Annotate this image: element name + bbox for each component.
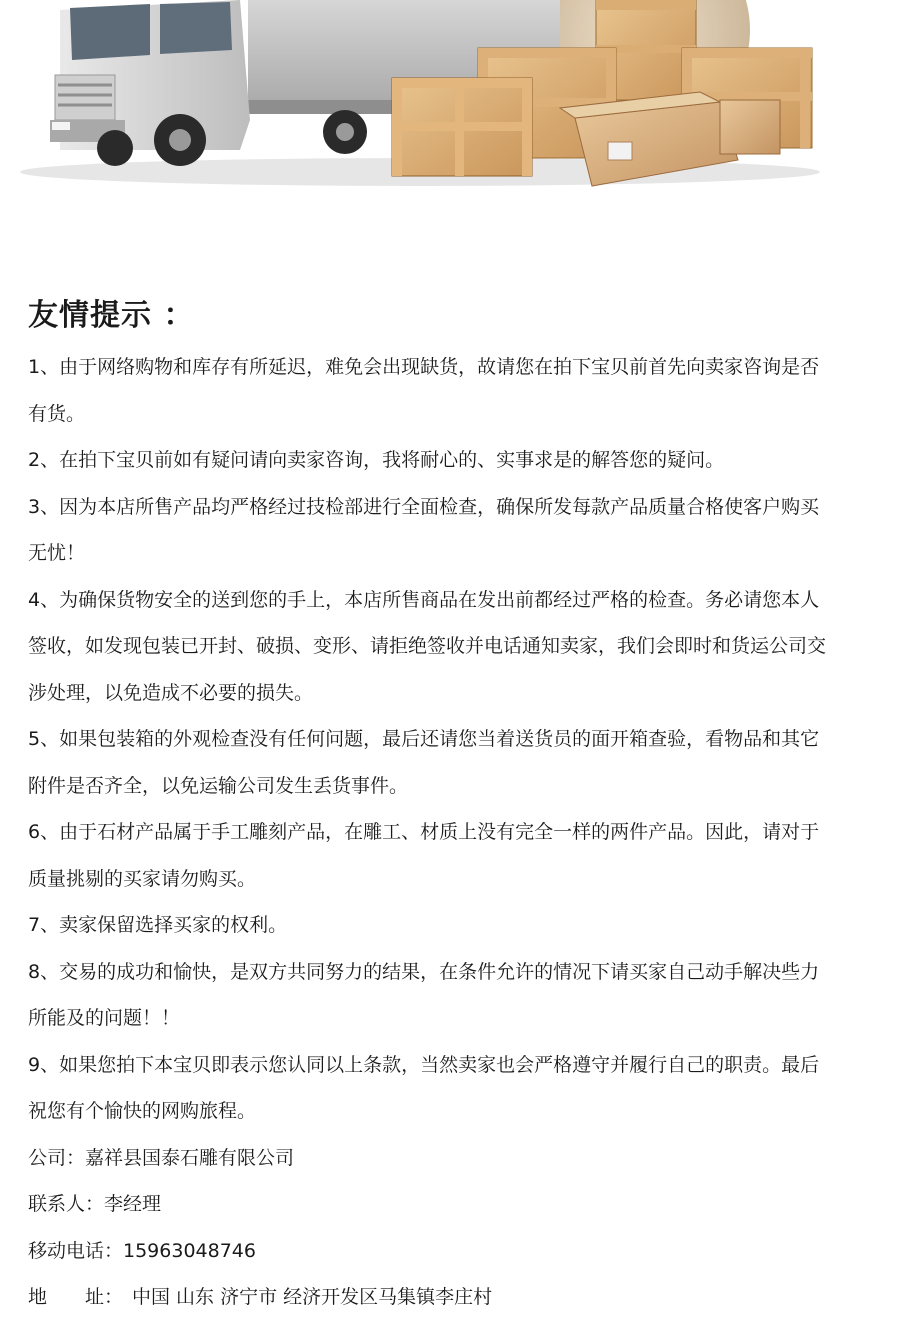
notice-title: 友情提示 ： — [28, 298, 195, 333]
address-line — [28, 1274, 828, 1321]
notice-item-3: 3、因为本店所售产品均严格经过技检部进行全面检查，确保所发每款产品质量合格使客户购买无忧！ — [28, 495, 820, 564]
contact-info — [28, 1135, 828, 1321]
notice-item-1: 1、由于网络购物和库存有所延迟，难免会出现缺货，故请您在拍下宝贝前首先向卖家咨询是否有货。 — [28, 356, 820, 425]
notice-item-9: 9、如果您拍下本宝贝即表示您认同以上条款，当然卖家也会严格遵守并履行自己的职责。最后祝您有个愉快的网购旅程。 — [28, 1053, 820, 1122]
notice-item-5: 5、如果包装箱的外观检查没有任何问题，最后还请您当着送货员的面开箱查验，看物品和其它附件是否齐全，以免运输公司发生丢货事件。 — [28, 728, 820, 797]
address-label: 地 址： — [28, 1286, 124, 1308]
notice-item-7: 7、卖家保留选择买家的权利。 — [28, 914, 288, 936]
phone-line: 移动电话：15963048746 — [28, 1239, 256, 1262]
address-value: 中国 山东 济宁市 经济开发区马集镇李庄村 — [132, 1286, 493, 1308]
hero-banner — [0, 0, 900, 240]
company-line: 公司：嘉祥县国泰石雕有限公司 — [28, 1146, 295, 1169]
contact-person-line: 联系人：李经理 — [28, 1193, 162, 1215]
notice-item-6: 6、由于石材产品属于手工雕刻产品，在雕工、材质上没有完全一样的两件产品。因此，请对于质量挑剔的买家请勿购买。 — [28, 821, 820, 890]
notice-item-2: 2、在拍下宝贝前如有疑问请向卖家咨询，我将耐心的、实事求是的解答您的疑问。 — [28, 449, 725, 471]
notice-item-8: 8、交易的成功和愉快，是双方共同努力的结果，在条件允许的情况下请买家自己动手解决些力所能及的问题！！ — [28, 960, 820, 1029]
notice-section — [28, 294, 828, 1321]
notice-item-4: 4、为确保货物安全的送到您的手上，本店所售商品在发出前都经过严格的检查。务必请您本人签收，如发现包装已开封、破损、变形、请拒绝签收并电话通知卖家，我们会即时和货运公司交涉处理，以免造成不必要的损失。 — [28, 588, 827, 704]
truck-and-crates-illustration — [0, 0, 900, 240]
